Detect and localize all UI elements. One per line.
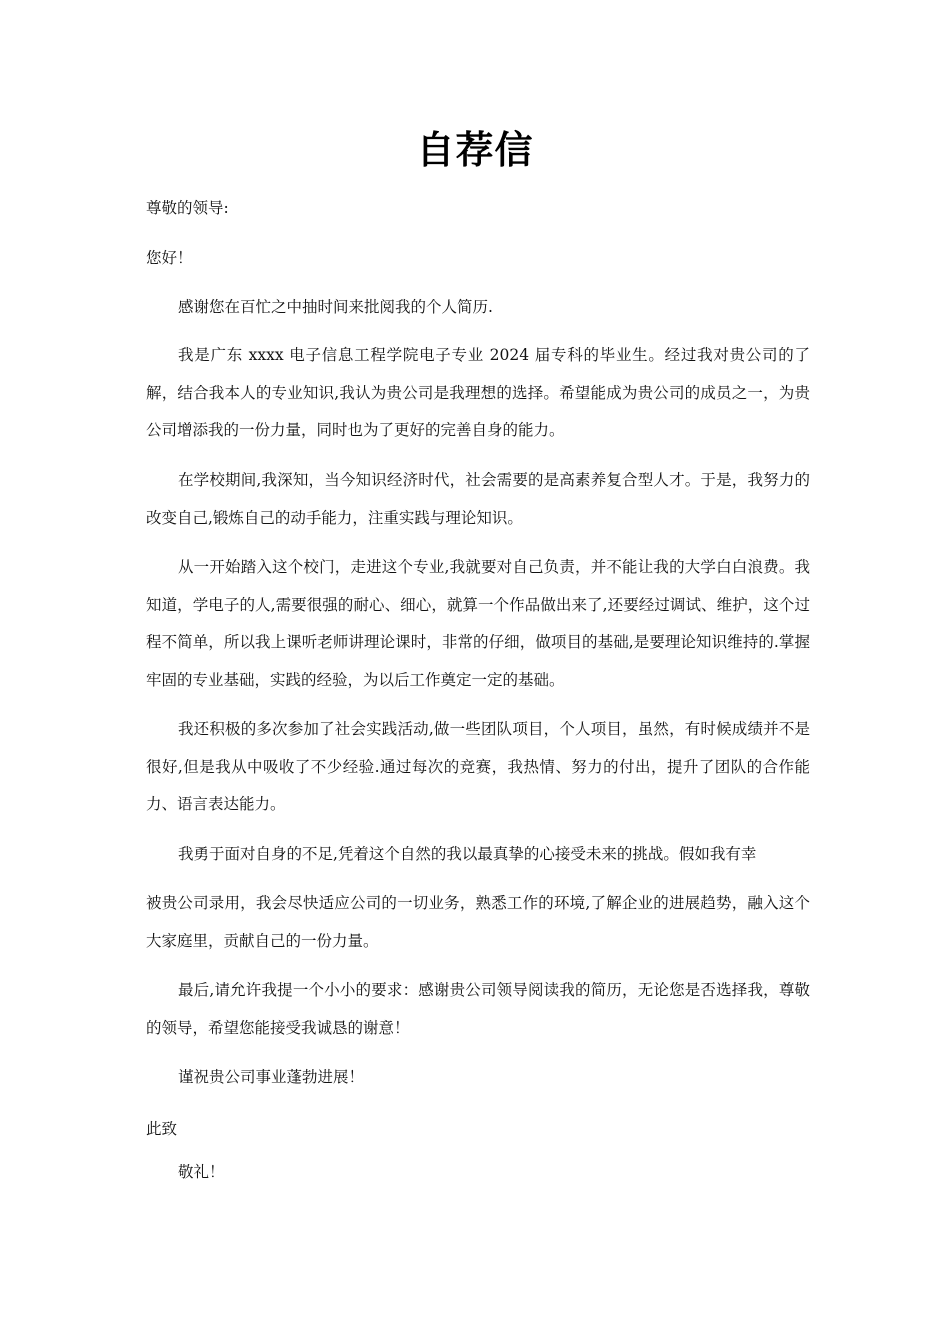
paragraph-challenge: 我勇于面对自身的不足,凭着这个自然的我以最真挚的心接受未来的挑战。假如我有幸	[178, 845, 757, 863]
paragraph-school-period: 在学校期间,我深知，当今知识经济时代，社会需要的是高素养复合型人才。于是，我努力的改变自己,锻炼自己的动手能力，注重实践与理论知识。	[146, 471, 810, 527]
paragraph-introduction: 我是广东 xxxx 电子信息工程学院电子专业 2024 届专科的毕业生。经过我对贵公司的了解，结合我本人的专业知识,我认为贵公司是我理想的选择。希望能成为贵公司的成员之一，为贵公司增添我的一份力量，同时也为了更好的完善自身的能力。	[146, 346, 810, 439]
paragraph-practice: 我还积极的多次参加了社会实践活动,做一些团队项目，个人项目，虽然，有时候成绩并不是很好,但是我从中吸收了不少经验.通过每次的竞赛，我热情、努力的付出，提升了团队的合作能力、语言表达能力。	[146, 720, 810, 813]
regards: 敬礼！	[178, 1163, 225, 1181]
letter-title: 自荐信	[416, 128, 534, 172]
paragraph-thanks: 感谢您在百忙之中抽时间来批阅我的个人简历.	[178, 298, 493, 316]
paragraph-wishes: 谨祝贵公司事业蓬勃进展！	[178, 1068, 365, 1086]
paragraph-employment: 被贵公司录用，我会尽快适应公司的一切业务，熟悉工作的环境,了解企业的进展趋势，融入这个大家庭里，贡献自己的一份力量。	[146, 894, 810, 950]
closing: 此致	[146, 1120, 178, 1138]
salutation: 尊敬的领导:	[146, 199, 229, 217]
paragraph-study: 从一开始踏入这个校门，走进这个专业,我就要对自己负责，并不能让我的大学白白浪费。我知道，学电子的人,需要很强的耐心、细心，就算一个作品做出来了,还要经过调试、维护，这个过程不简单，所以我上课听老师讲理论课时，非常的仔细，做项目的基础,是要理论知识维持的.掌握牢固的专业基础，实践的经验，为以后工作奠定一定的基础。	[146, 558, 810, 689]
greeting: 您好！	[146, 249, 193, 267]
paragraph-request: 最后,请允许我提一个小小的要求：感谢贵公司领导阅读我的简历，无论您是否选择我，尊敬的领导，希望您能接受我诚恳的谢意！	[146, 981, 810, 1037]
